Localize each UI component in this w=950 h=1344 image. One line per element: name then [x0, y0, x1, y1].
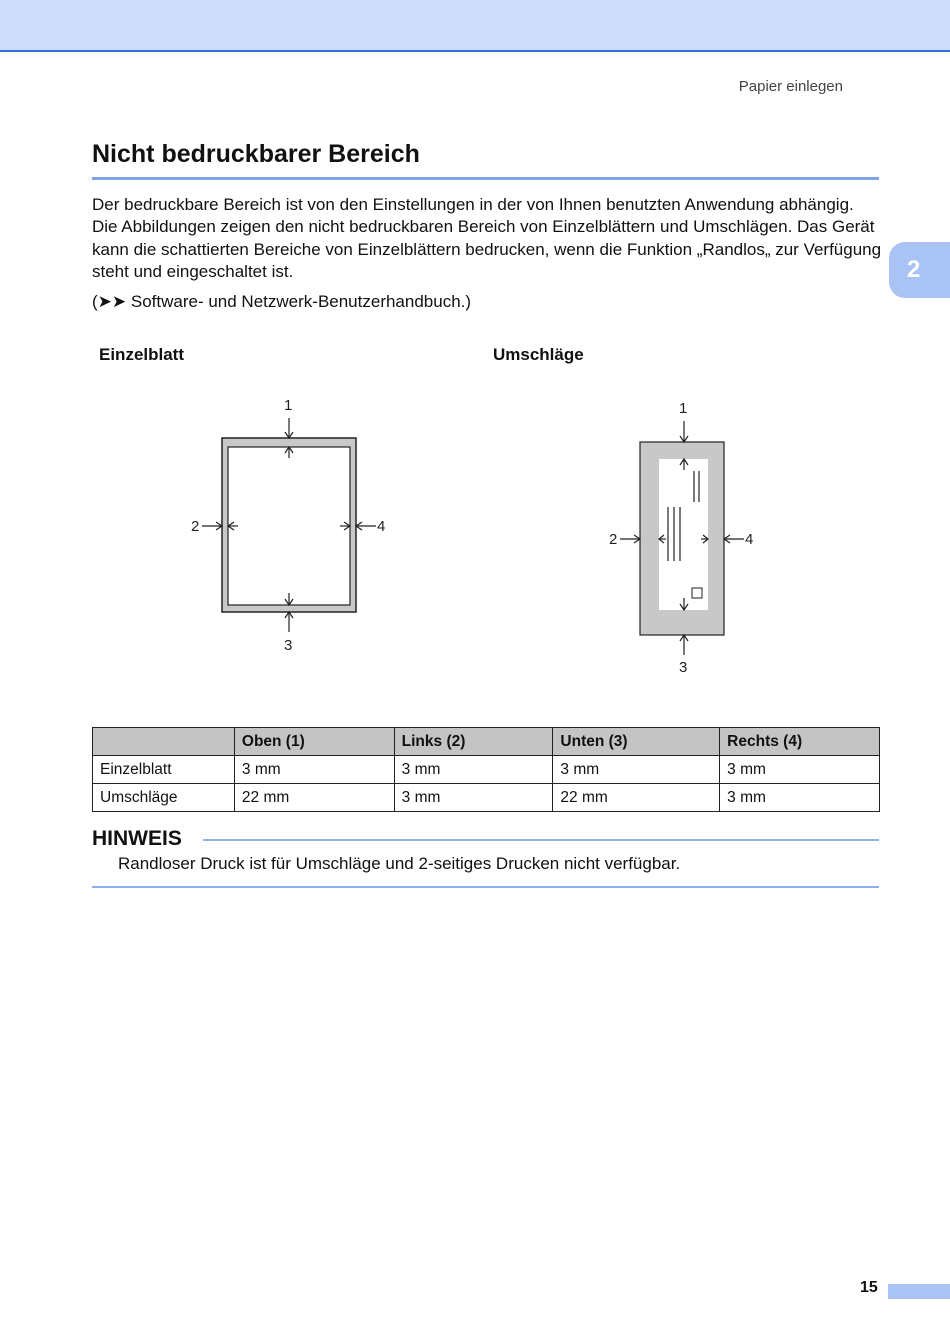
header-band — [0, 0, 950, 52]
manual-reference: (➤➤ Software- und Netzwerk-Benutzerhandbuch.) — [92, 292, 472, 311]
sheet-callout-3: 3 — [284, 637, 293, 654]
envelope-printable-area — [659, 459, 708, 610]
table-cell: 3 mm — [394, 756, 553, 784]
envelope-diagram — [600, 395, 770, 680]
sheet-figure-label: Einzelblatt — [99, 345, 185, 364]
table-header-row — [93, 728, 880, 756]
page-number: 15 — [860, 1279, 878, 1296]
sheet-callout-1: 1 — [284, 397, 293, 414]
table-cell: Einzelblatt — [93, 756, 235, 784]
note-title: HINWEIS — [92, 827, 182, 850]
table-header-cell: Rechts (4) — [720, 728, 880, 756]
table-row — [93, 784, 880, 812]
sheet-diagram — [180, 390, 400, 660]
sheet-callout-2: 2 — [191, 518, 200, 535]
note-rule-top — [203, 839, 879, 841]
table-header-cell: Unten (3) — [553, 728, 720, 756]
envelope-stamp-box — [692, 588, 702, 598]
table-cell: 3 mm — [553, 756, 720, 784]
sheet-callout-4: 4 — [377, 518, 386, 535]
table-cell: 3 mm — [234, 756, 394, 784]
envelope-figure-label: Umschläge — [493, 345, 584, 364]
envelope-callout-3: 3 — [679, 659, 688, 676]
sheet-printable-area — [228, 447, 350, 605]
table-cell: Umschläge — [93, 784, 235, 812]
table-header-cell: Oben (1) — [234, 728, 394, 756]
footer-tab — [888, 1284, 950, 1299]
note-text: Randloser Druck ist für Umschläge und 2-seitiges Drucken nicht verfügbar. — [118, 854, 681, 873]
envelope-callout-1: 1 — [679, 400, 688, 417]
section-title: Nicht bedruckbarer Bereich — [92, 140, 420, 168]
table-cell: 3 mm — [394, 784, 553, 812]
chapter-tab: 2 — [889, 242, 950, 298]
running-head: Papier einlegen — [738, 78, 843, 95]
intro-paragraph: Der bedruckbare Bereich ist von den Einstellungen in der von Ihnen benutzten Anwendung abhängig. Die Abbildungen zeigen den nicht bedruckbaren Bereich von Einzelblättern und Umschlägen. Das Gerät kann die schattierten Bereiche von Einzelblättern bedrucken, wenn die Funktion „Randlos„ zur Verfügung steht und eingeschaltet ist. — [92, 195, 882, 281]
table-header-cell — [93, 728, 235, 756]
table-header-cell: Links (2) — [394, 728, 553, 756]
table-cell: 22 mm — [553, 784, 720, 812]
table-cell: 3 mm — [720, 756, 880, 784]
envelope-callout-4: 4 — [745, 531, 754, 548]
margins-table — [92, 727, 880, 812]
table-cell: 22 mm — [234, 784, 394, 812]
envelope-callout-2: 2 — [609, 531, 618, 548]
table-cell: 3 mm — [720, 784, 880, 812]
table-row — [93, 756, 880, 784]
note-rule-bottom — [92, 886, 879, 888]
title-rule — [92, 177, 879, 180]
